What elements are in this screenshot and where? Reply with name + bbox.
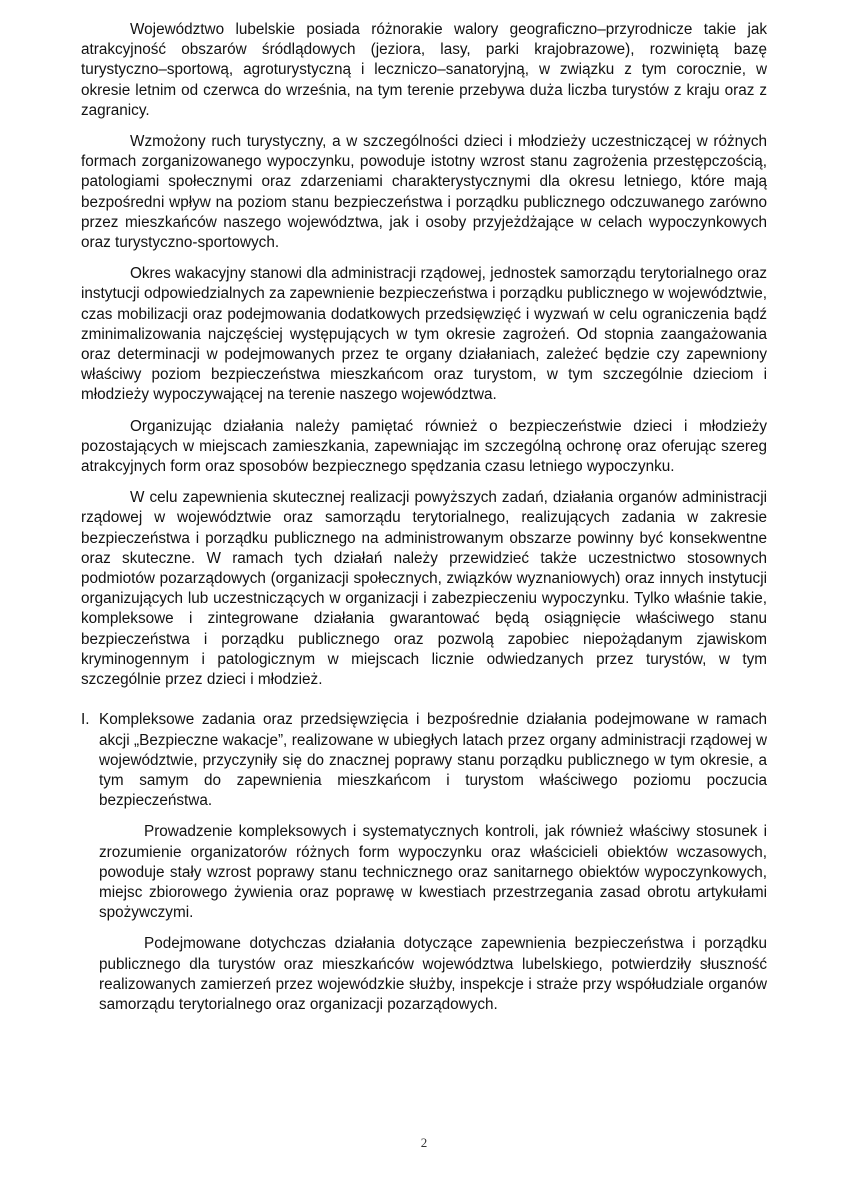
section-body (99, 710, 767, 1026)
document-page (81, 20, 767, 1026)
paragraph-walory: Województwo lubelskie posiada różnorakie walory geograficzno–przyrodnicze takie jak atrakcyjność obszarów śródlądowych (jeziora, lasy, parki krajobrazowe), rozwiniętą bazę turystyczno–sportową, agroturystyczną i leczniczo–sanatoryjną, w związku z tym corocznie, w okresie letnim od czerwca do września, na tym terenie przebywa duża liczba turystów z kraju oraz z zagranicy. (81, 21, 767, 119)
paragraph-w-celu: W celu zapewnienia skutecznej realizacji powyższych zadań, działania organów administracji rządowej w województwie oraz samorządu terytorialnego, realizujących zadania w zakresie bezpieczeństwa i porządku publicznego na administrowanym obszarze powinny być konsekwentne oraz skuteczne. W ramach tych działań należy przewidzieć także uczestnictwo stosownych podmiotów pozarządowych (organizacji społecznych, związków wyznaniowych) oraz innych instytucji organizujących lub uczestniczących w organizacji i zabezpieczeniu wypoczynku. Tylko właśnie takie, kompleksowe i zintegrowane działania gwarantować będą osiągnięcie właściwego stanu bezpieczeństwa i porządku publicznego oraz pozwolą zapobiec niepożądanym zjawiskom kryminogennym i patologicznym w miejscach licznie odwiedzanych przez turystów, w tym szczególnie przez dzieci i młodzież. (81, 489, 767, 689)
section-paragraph-prowadzenie: Prowadzenie kompleksowych i systematycznych kontroli, jak również właściwy stosunek i zrozumienie organizatorów różnych form wypoczynku oraz właścicieli obiektów wczasowych, powoduje stały wzrost poprawy stanu technicznego oraz sanitarnego obiektów wypoczynkowych, miejsc zbiorowego żywienia oraz poprawę w kwestiach przestrzegania zasad obrotu artykułami spożywczymi. (99, 823, 767, 922)
paragraph-organizujac: Organizując działania należy pamiętać również o bezpieczeństwie dzieci i młodzieży pozostających w miejscach zamieszkania, zapewniając im szczególną ochronę oraz oferując szereg atrakcyjnych form oraz sposobów bezpiecznego spędzania czasu letniego wypoczynku. (81, 417, 767, 476)
paragraph-okres-wakacyjny: Okres wakacyjny stanowi dla administracji rządowej, jednostek samorządu terytorialnego oraz instytucji odpowiedzialnych za zapewnienie bezpieczeństwa i porządku publicznego w województwie, czas mobilizacji oraz podejmowania dodatkowych przedsięwzięć i wyzwań w celu ograniczenia bądź zminimalizowania najczęściej występujących w tym okresie zagrożeń. Od stopnia zaangażowania oraz determinacji w podejmowanych przez te organy działaniach, zależeć będzie czy zapewniony właściwy poziom bezpieczeństwa mieszkańcom oraz turystom, w tym szczególnie dzieciom i młodzieży wypoczywającej na terenie naszego województwa. (81, 265, 767, 404)
section-i (81, 710, 767, 1026)
section-paragraph-kompleksowe: Kompleksowe zadania oraz przedsięwzięcia i bezpośrednie działania podejmowane w ramach akcji „Bezpieczne wakacje”, realizowane w ubiegłych latach przez organy administracji rządowej w województwie, przyczyniły się do znacznej poprawy stanu porządku publicznego w tym okresie, a tym samym do zapewnienia mieszkańcom i turystom właściwego poziomu poczucia bezpieczeństwa. (99, 711, 767, 810)
page-number: 2 (420, 1135, 428, 1150)
section-paragraph-podejmowane: Podejmowane dotychczas działania dotyczące zapewnienia bezpieczeństwa i porządku publicznego dla turystów oraz mieszkańców województwa lubelskiego, potwierdziły słuszność realizowanych zamierzeń przez wojewódzkie służby, inspekcje i straże przy współudziale organów samorządu terytorialnego oraz organizacji pozarządowych. (99, 935, 767, 1013)
section-marker: I. (81, 711, 90, 729)
paragraph-ruch-turystyczny: Wzmożony ruch turystyczny, a w szczególności dzieci i młodzieży uczestniczącej w różnych formach zorganizowanego wypoczynku, powoduje istotny wzrost stanu zagrożenia przestępczością, patologiami społecznymi oraz zdarzeniami charakterystycznymi dla okresu letniego, które mają bezpośredni wpływ na poziom stanu bezpieczeństwa i porządku publicznego odczuwanego zarówno przez mieszkańców naszego województwa, jak i osoby przyjeżdżające w celach wypoczynkowych oraz turystyczno-sportowych. (81, 133, 767, 252)
